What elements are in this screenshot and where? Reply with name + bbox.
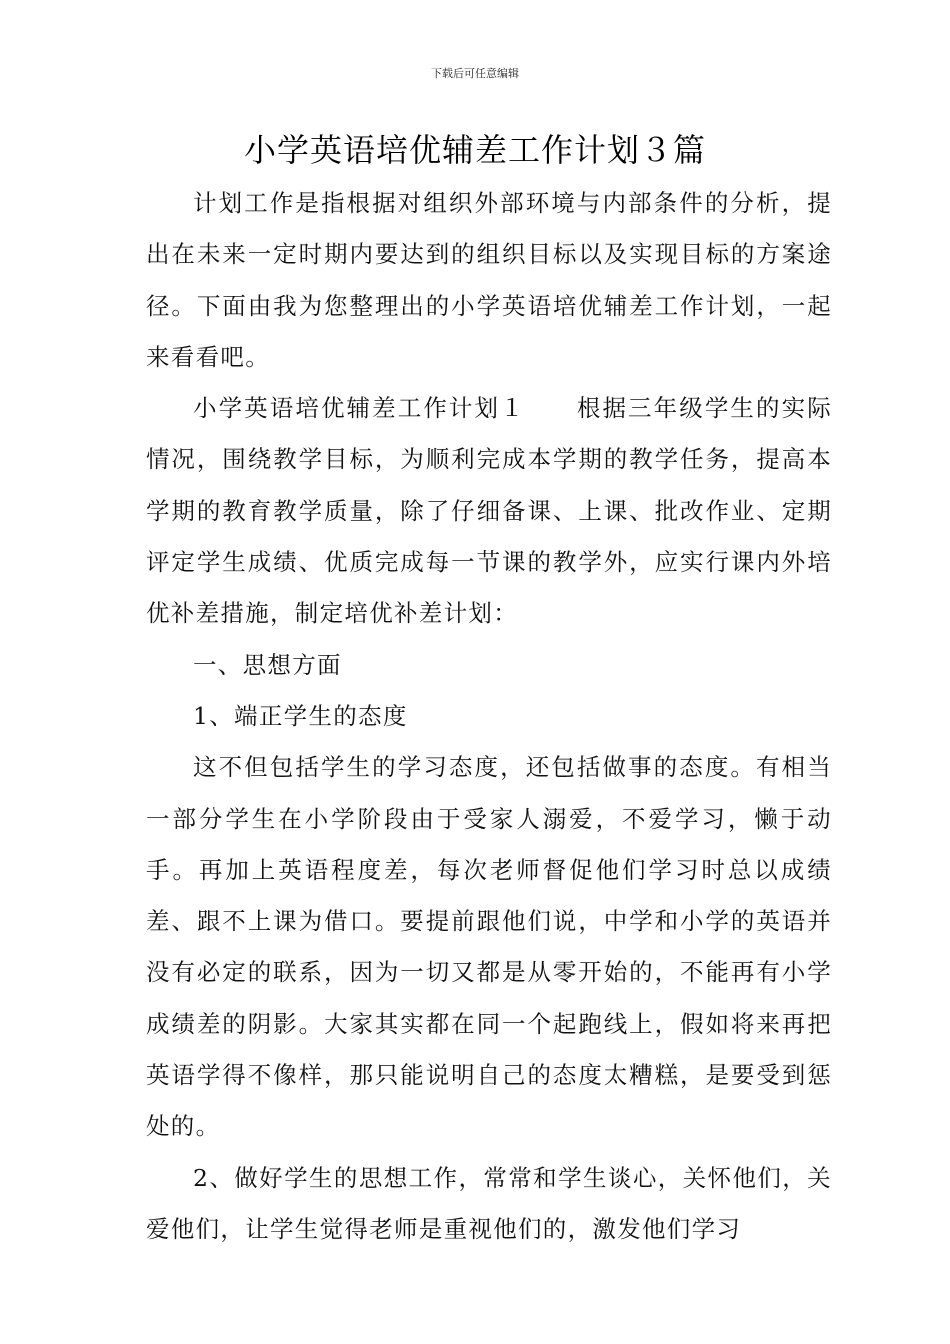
page-header-note: 下载后可任意编辑 xyxy=(431,67,519,80)
paragraph-intro: 计划工作是指根据对组织外部环境与内部条件的分析，提出在未来一定时期内要达到的组织目标以及实现目标的方案途径。下面由我为您整理出的小学英语培优辅差工作计划，一起来看看吧。 xyxy=(146,189,832,371)
paragraph-plan-1: 小学英语培优辅差工作计划１ 根据三年级学生的实际情况，围绕教学目标，为顺利完成本学期的教学任务，提高本学期的教育教学质量，除了仔细备课、上课、批改作业、定期评定学生成绩、优质完成每一节课的教学外，应实行课内外培优补差措施，制定培优补差计划： xyxy=(146,394,832,628)
document-title: 小学英语培优辅差工作计划３篇 xyxy=(243,131,706,169)
heading-correct-attitude: 1、端正学生的态度 xyxy=(193,701,408,730)
paragraph-thought-work: 2、做好学生的思想工作，常常和学生谈心，关怀他们，关爱他们，让学生觉得老师是重视他们的，激发他们学习 xyxy=(146,1163,832,1243)
heading-thought-aspect: 一、思想方面 xyxy=(193,650,342,679)
document-body xyxy=(146,178,832,1255)
paragraph-attitude-details: 这不但包括学生的学习态度，还包括做事的态度。有相当一部分学生在小学阶段由于受家人溺爱，不爱学习，懒于动手。再加上英语程度差，每次老师督促他们学习时总以成绩差、跟不上课为借口。要提前跟他们说，中学和小学的英语并没有必定的联系，因为一切又都是从零开始的，不能再有小学成绩差的阴影。大家其实都在同一个起跑线上，假如将来再把英语学得不像样，那只能说明自己的态度太糟糕，是要受到惩处的。 xyxy=(146,753,832,1141)
